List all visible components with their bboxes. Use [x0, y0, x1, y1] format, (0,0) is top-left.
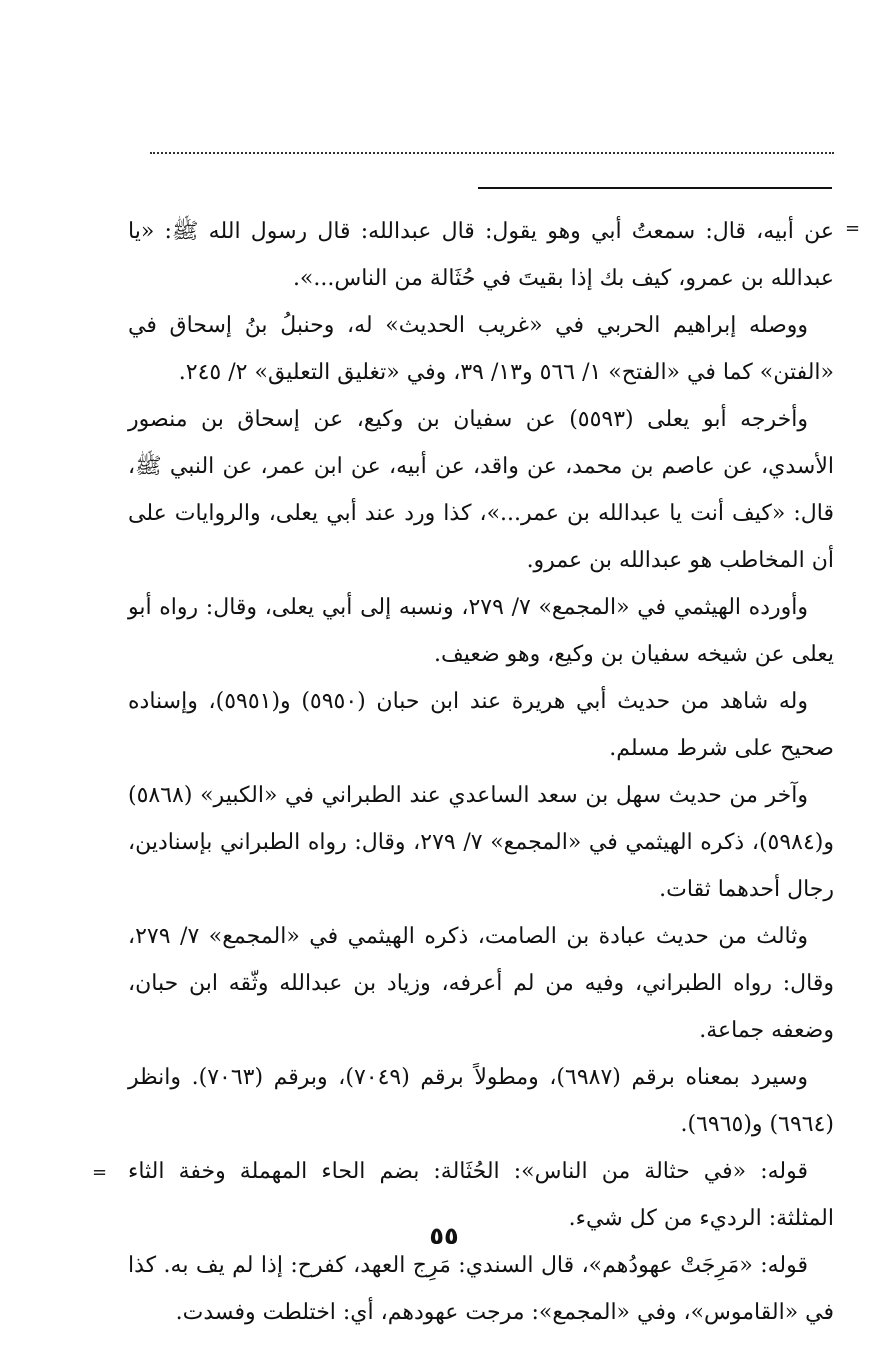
footnote-paragraph: وثالث من حديث عبادة بن الصامت، ذكره الهيثمي في «المجمع» ٧/ ٢٧٩، وقال: رواه الطبراني، وفيه من لم أعرفه، وزياد بن عبدالله وثّقه ابن حبان، وضعفه جماعة.	[128, 924, 834, 1043]
footnote-paragraph: وآخر من حديث سهل بن سعد الساعدي عند الطبراني في «الكبير» (٥٨٦٨) و(٥٩٨٤)، ذكره الهيثمي في «المجمع» ٧/ ٢٧٩، وقال: رواه الطبراني بإسنادين، رجال أحدهما ثقات.	[128, 783, 835, 902]
continuation-mark-bottom: =	[92, 1162, 108, 1183]
footnote-paragraph: وله شاهد من حديث أبي هريرة عند ابن حبان (٥٩٥٠) و(٥٩٥١)، وإسناده صحيح على شرط مسلم.	[128, 689, 834, 761]
continuation-mark-top: =	[845, 218, 861, 239]
dotted-separator	[150, 152, 834, 154]
footnote-rule	[478, 187, 832, 189]
footnote-text	[128, 208, 834, 1336]
footnote-paragraph: وسيرد بمعناه برقم (٦٩٨٧)، ومطولاً برقم (٧٠٤٩)، وبرقم (٧٠٦٣). وانظر (٦٩٦٤) و(٦٩٦٥).	[128, 1065, 834, 1137]
footnote-paragraph: ووصله إبراهيم الحربي في «غريب الحديث» له، وحنبلُ بنُ إسحاق في «الفتن» كما في «الفتح» ١/ ٥٦٦ و١٣/ ٣٩، وفي «تغليق التعليق» ٢/ ٢٤٥.	[128, 313, 834, 385]
page-number: ٥٥	[429, 1222, 459, 1250]
footnote-paragraph: وأخرجه أبو يعلى (٥٥٩٣) عن سفيان بن وكيع، عن إسحاق بن منصور الأسدي، عن عاصم بن محمد، عن واقد، عن أبيه، عن ابن عمر، عن النبي ﷺ، قال: «كيف أنت يا عبدالله بن عمر...»، كذا ورد عند أبي يعلى، والروايات على أن المخاطب هو عبدالله بن عمرو.	[128, 407, 834, 573]
footnote-paragraph: قوله: «في حثالة من الناس»: الحُثَالة: بضم الحاء المهملة وخفة الثاء المثلثة: الرديء من كل شيء.	[128, 1159, 834, 1231]
footnote-paragraph: قوله: «مَرِجَتْ عهودُهم»، قال السندي: مَرِج العهد، كفرح: إذا لم يف به. كذا في «القاموس»، وفي «المجمع»: مرجت عهودهم، أي: اختلطت وفسدت.	[128, 1253, 834, 1325]
footnote-paragraph: عن أبيه، قال: سمعتُ أبي وهو يقول: قال عبدالله: قال رسول الله ﷺ: «يا عبدالله بن عمرو، كيف بك إذا بقيتَ في حُثَالة من الناس...».	[128, 219, 834, 291]
footnote-paragraph: وأورده الهيثمي في «المجمع» ٧/ ٢٧٩، ونسبه إلى أبي يعلى، وقال: رواه أبو يعلى عن شيخه سفيان بن وكيع، وهو ضعيف.	[128, 595, 834, 667]
